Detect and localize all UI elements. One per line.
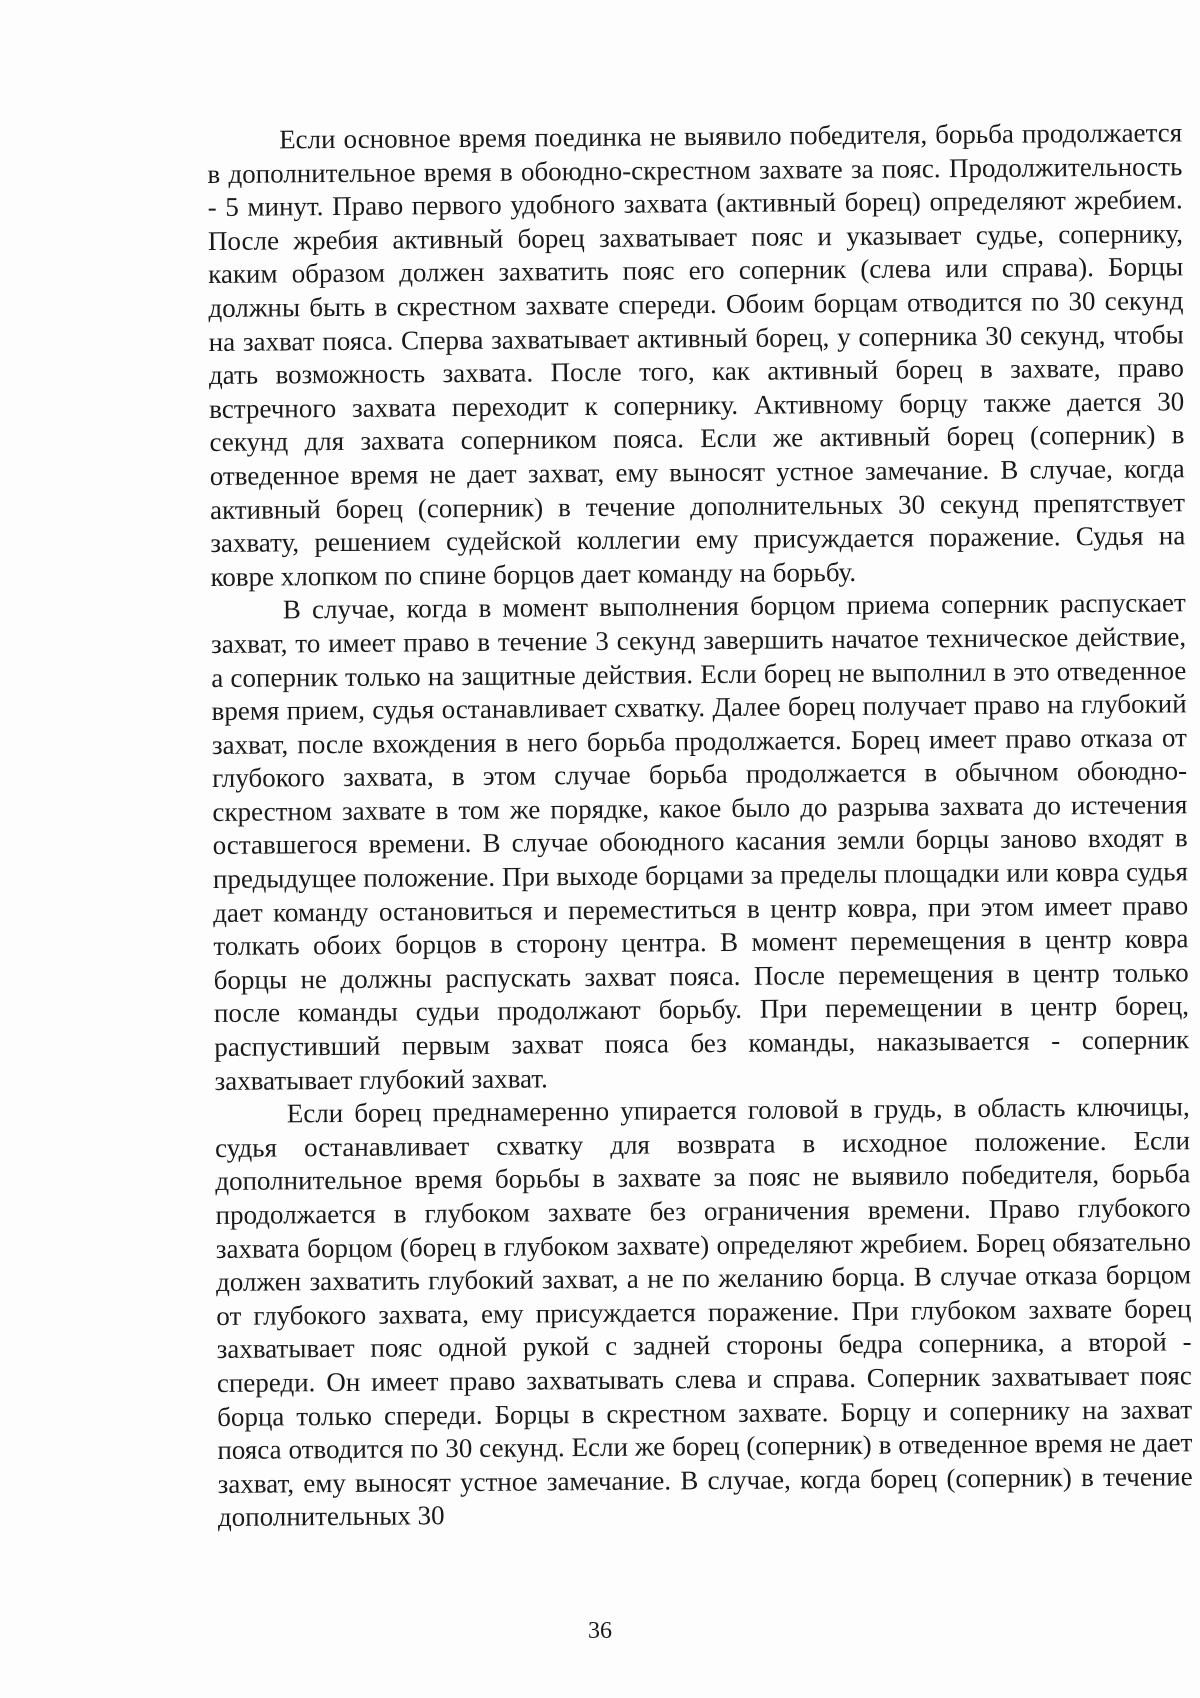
paragraph-1: Если основное время поединка не выявило победителя, борьба продолжается в дополнительное время в обоюдно-скрестном захвате за пояс. Продолжительность - 5 минут. Право первого удобного захвата (активный борец) определяют жребием. После жребия активный борец захватывает пояс и указывает судье, сопернику, каким образом должен захватить пояс его соперник (слева или справа). Борцы должны быть в скрестном захвате спереди. Обоим борцам отводится по 30 секунд на захват пояса. Сперва захватывает активный борец, у соперника 30 секунд, чтобы дать возможность захвата. После того, как активный борец в захвате, право встречного захвата переходит к сопернику. Активному борцу также дается 30 секунд для захвата соперником пояса. Если же активный борец (соперник) в отведенное время не дает захват, ему выносят устное замечание. В случае, когда активный борец (соперник) в течение дополнительных 30 секунд препятствует захвату, решением судейской коллегии ему присуждается поражение. Судья на ковре хлопком по спине борцов дает команду на борьбу.: [207, 117, 1186, 592]
paragraph-2: В случае, когда в момент выполнения борцом приема соперник распускает захват, то имеет право в течение 3 секунд завершить начатое техническое действие, а соперник только на защитные действия. Если борец не выполнил в это отведенное время прием, судья останавливает схватку. Далее борец получает право на глубокий захват, после вхождения в него борьба продолжается. Борец имеет право отказа от глубокого захвата, в этом случае борьба продолжается в обычном обоюдно-скрестном захвате в том же порядке, какое было до разрыва захвата до истечения оставшегося времени. В случае обоюдного касания земли борцы заново входят в предыдущее положение. При выходе борцами за пределы площадки или ковра судья дает команду остановиться и переместиться в центр ковра, при этом имеет право толкать обоих борцов в сторону центра. В момент перемещения в центр ковра борцы не должны распускать захват пояса. После перемещения в центр только после команды судьи продолжают борьбу. При перемещении в центр борец, распустивший первым захват пояса без команды, наказывается - соперник захватывает глубокий захват.: [210, 587, 1190, 1096]
page-number: 36: [588, 1618, 612, 1644]
paragraph-3: Если борец преднамеренно упирается головой в грудь, в область ключицы, судья останавливает схватку для возврата в исходное положение. Если дополнительное время борьбы в захвате за пояс не выявило победителя, борьба продолжается в глубоком захвате без ограничения времени. Право глубокого захвата борцом (борец в глубоком захвате) определяют жребием. Борец обязательно должен захватить глубокий захват, а не по желанию борца. В случае отказа борцом от глубокого захвата, ему присуждается поражение. При глубоком захвате борец захватывает пояс одной рукой с задней стороны бедра соперника, а второй - спереди. Он имеет право захватывать слева и справа. Соперник захватывает пояс борца только спереди. Борцы в скрестном захвате. Борцу и сопернику на захват пояса отводится по 30 секунд. Если же борец (соперник) в отведенное время не дает захват, ему выносят устное замечание. В случае, когда борец (соперник) в течение дополнительных 30: [214, 1091, 1193, 1533]
document-body: [207, 116, 1193, 1535]
